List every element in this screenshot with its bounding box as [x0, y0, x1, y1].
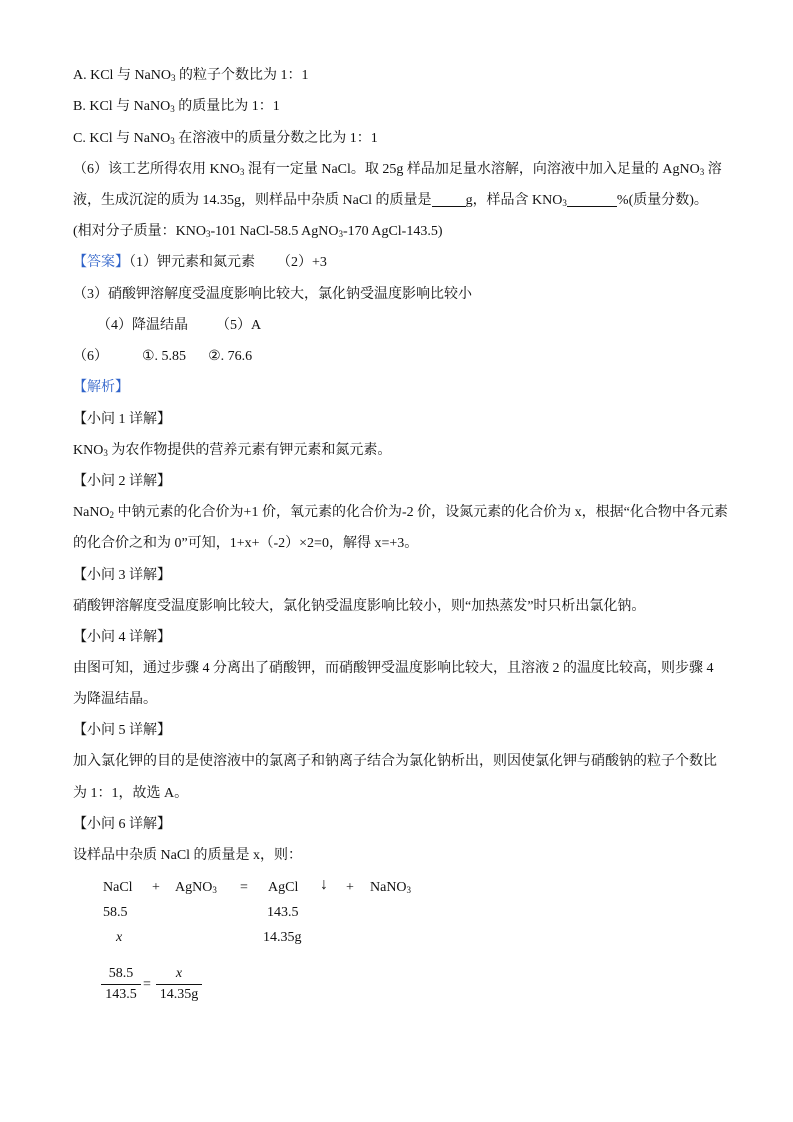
subscript: 3	[170, 136, 175, 146]
q6-text: -101 NaCl-58.5 AgNO	[210, 224, 339, 239]
formula-agcl: AgCl	[268, 880, 299, 895]
answer-6-label: （6）	[73, 349, 108, 364]
subquestion-6-heading: 【小问 6 详解】	[73, 817, 171, 832]
answer-3: （3）硝酸钾溶解度受温度影响比较大，氯化钠受温度影响比较小	[73, 287, 472, 302]
answer-1: （1）钾元素和氮元素	[129, 255, 255, 270]
option-b	[73, 97, 280, 117]
equals-sign: =	[240, 880, 248, 895]
option-c	[73, 129, 378, 149]
precipitate-mass: 14.35g	[263, 930, 302, 945]
answer-line-1	[73, 253, 327, 273]
answer-blank-2	[567, 192, 617, 207]
precipitate-arrow-icon: ↓	[320, 876, 328, 893]
answer-tag: 【答案】	[73, 255, 129, 270]
q6-text: -170 AgCl-143.5)	[342, 224, 443, 239]
subquestion-5-detail-2: 为 1：1，故选 A。	[73, 786, 189, 801]
detail-text: 中钠元素的化合价为+1 价，氧元素的化合价为-2 价，设氮元素的化合价为 x，根据“化合物中各元素	[114, 505, 728, 520]
subquestion-6-detail: 设样品中杂质 NaCl 的质量是 x，则：	[73, 848, 303, 863]
unknown-x: x	[116, 930, 123, 945]
fraction-bar	[156, 984, 202, 985]
question-6-line-1	[73, 160, 722, 180]
plus-sign: +	[346, 880, 354, 895]
analysis-tag: 【解析】	[73, 380, 129, 395]
equals-sign: =	[143, 977, 151, 992]
subscript: 3	[406, 885, 412, 895]
fraction-bar	[101, 984, 141, 985]
answer-2: （2）+3	[277, 255, 327, 270]
relative-molecular-mass-line	[73, 222, 443, 242]
subquestion-1-heading: 【小问 1 详解】	[73, 412, 171, 427]
option-a-text: A. KCl 与 NaNO	[73, 68, 171, 83]
subquestion-4-heading: 【小问 4 详解】	[73, 630, 171, 645]
subquestion-5-heading: 【小问 5 详解】	[73, 723, 171, 738]
fraction-left	[101, 965, 141, 1004]
q6-text: 液，生成沉淀的质为 14.35g，则样品中杂质 NaCl 的质量是	[73, 193, 432, 208]
fraction-denominator: 143.5	[105, 987, 137, 1002]
q6-text: 混有一定量 NaCl。取 25g 样品加足量水溶解，向溶液中加入足量的 AgNO	[244, 162, 700, 177]
detail-text: 为农作物提供的营养元素有钾元素和氮元素。	[107, 443, 392, 458]
detail-text: KNO	[73, 443, 104, 458]
answer-4-5: （4）降温结晶 （5）A	[97, 318, 262, 333]
option-b-text: B. KCl 与 NaNO	[73, 99, 171, 114]
formula-text: NaNO	[370, 880, 407, 895]
molar-mass-agcl: 143.5	[267, 905, 299, 920]
subscript: 3	[171, 73, 176, 83]
fraction-numerator: 58.5	[108, 966, 134, 981]
subscript: 3	[239, 167, 245, 177]
detail-text: NaNO	[73, 505, 110, 520]
subquestion-4-detail-1: 由图可知，通过步骤 4 分离出了硝酸钾，而硝酸钾受温度影响比较大，且溶液 2 的温度比较高，则步骤 4	[73, 661, 714, 676]
q6-text: 溶	[704, 162, 722, 177]
subquestion-2-detail-2: 的化合价之和为 0”可知，1+x+（-2）×2=0，解得 x=+3。	[73, 536, 419, 551]
subscript: 3	[338, 229, 343, 239]
answer-line-4-5	[97, 316, 261, 336]
q6-text: g，样品含 KNO	[465, 193, 563, 208]
option-a	[73, 66, 309, 86]
formula-nacl: NaCl	[103, 880, 133, 895]
molar-mass-nacl: 58.5	[103, 905, 128, 920]
subscript: 3	[206, 229, 211, 239]
subquestion-3-detail: 硝酸钾溶解度受温度影响比较大，氯化钠受温度影响比较小，则“加热蒸发”时只析出氯化钠。	[73, 599, 646, 614]
q6-text: %(质量分数)。	[616, 193, 708, 208]
answer-line-6	[73, 347, 252, 367]
answer-blank-1	[432, 192, 466, 207]
question-6-line-2	[73, 191, 708, 211]
subquestion-4-detail-2: 为降温结晶。	[73, 692, 157, 707]
option-c-text-end: 在溶液中的质量分数之比为 1：1	[174, 131, 378, 146]
subquestion-3-heading: 【小问 3 详解】	[73, 568, 171, 583]
plus-sign: +	[152, 880, 160, 895]
formula-agno3	[175, 878, 217, 898]
q6-text: (相对分子质量：KNO	[73, 224, 206, 239]
formula-nano3	[370, 878, 411, 898]
option-b-text-end: 的质量比为 1：1	[174, 99, 280, 114]
fraction-right	[156, 965, 202, 1004]
subquestion-2-detail-1	[73, 503, 728, 523]
subquestion-5-detail-1: 加入氯化钾的目的是使溶液中的氯离子和钠离子结合为氯化钠析出，则因使氯化钾与硝酸钠的粒子个数比	[73, 754, 717, 769]
subscript: 3	[170, 104, 175, 114]
q6-text: （6）该工艺所得农用 KNO	[73, 162, 240, 177]
option-c-text: C. KCl 与 NaNO	[73, 131, 171, 146]
subscript: 3	[699, 167, 705, 177]
answer-6-part-1: ①. 5.85	[142, 349, 187, 364]
subquestion-1-detail	[73, 441, 391, 461]
option-a-text-end: 的粒子个数比为 1：1	[175, 68, 309, 83]
subscript: 3	[103, 448, 108, 458]
subscript: 3	[562, 198, 567, 208]
fraction-denominator: 14.35g	[159, 987, 199, 1002]
fraction-numerator: x	[175, 966, 183, 981]
subscript: 3	[212, 885, 217, 895]
formula-text: AgNO	[175, 880, 213, 895]
answer-6-part-2: ②. 76.6	[208, 349, 253, 364]
subquestion-2-heading: 【小问 2 详解】	[73, 474, 171, 489]
answer-line-3	[73, 285, 472, 305]
subscript: 2	[109, 510, 115, 520]
